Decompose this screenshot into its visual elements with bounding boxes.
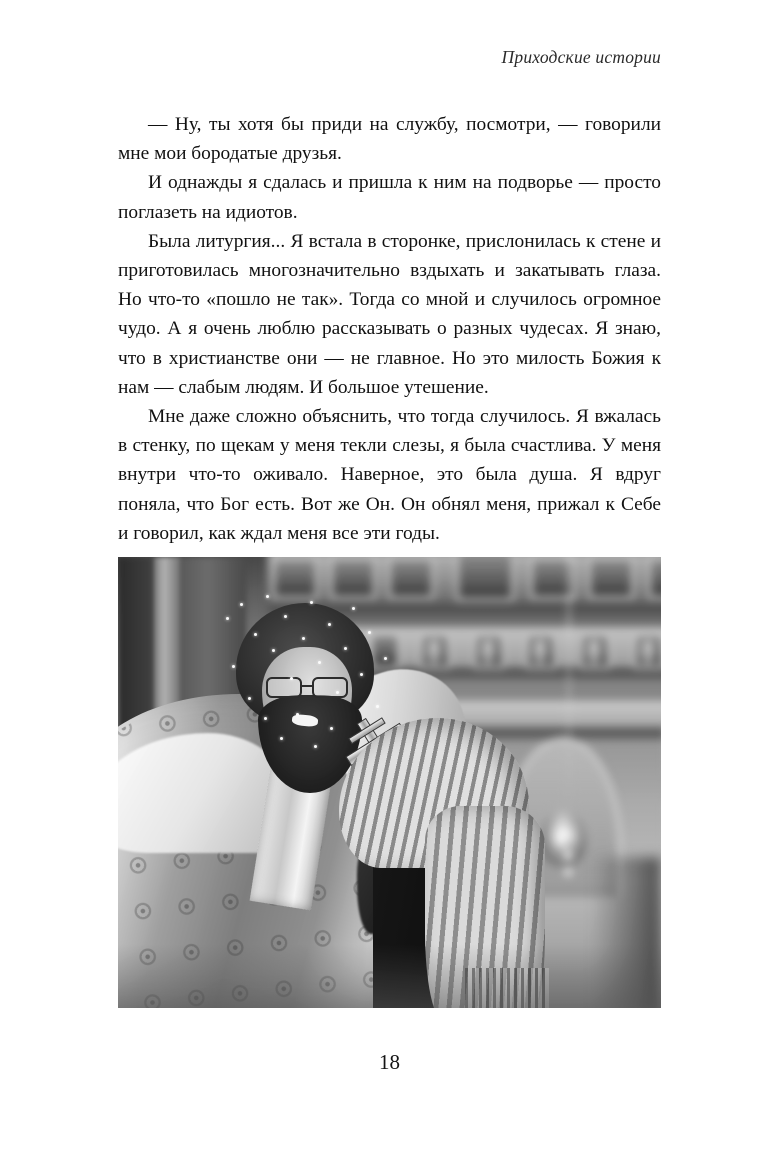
page-number: 18 <box>379 1050 400 1074</box>
body-text-block <box>118 110 661 548</box>
paragraph-1: — Ну, ты хотя бы приди на службу, посмотри, — говорили мне мои бородатые друзья. <box>118 114 661 165</box>
photo-canvas <box>118 557 661 1008</box>
paragraph-3: Была литургия... Я встала в сторонке, прислонилась к стене и приготовилась многозначительно вздыхать и закатывать глаза. Но что-то «пошло не так». Тогда со мной и случилось огромное чудо. А я очень люблю рассказывать о разных чудесах. Я знаю, что в христианстве они — не главное. Но это милость Божия к нам — слабым людям. И большое утешение. <box>118 230 661 398</box>
photograph <box>118 557 661 1008</box>
paragraph-4: Мне даже сложно объяснить, что тогда случилось. Я вжалась в стенку, по щекам у меня текли слезы, я была счастлива. У меня внутри что-то оживало. Наверное, это была душа. Я вдруг поняла, что Бог есть. Вот же Он. Он обнял меня, прижал к Себе и говорил, как ждал меня все эти годы. <box>118 406 661 544</box>
photo-depth-blur <box>118 557 661 1008</box>
paragraph-2: И однажды я сдалась и пришла к ним на подворье — просто поглазеть на идиотов. <box>118 172 661 223</box>
running-header: Приходские истории <box>501 47 661 67</box>
